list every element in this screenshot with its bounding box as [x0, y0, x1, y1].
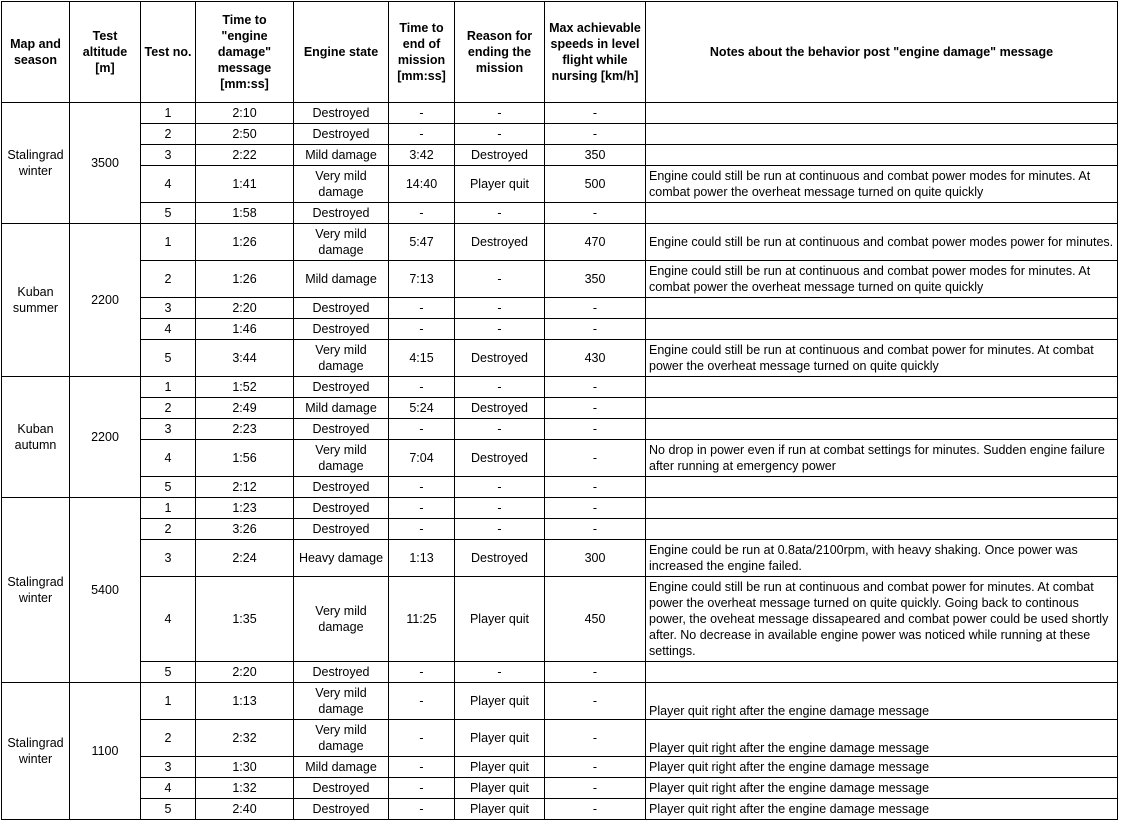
engine-state-cell: Mild damage: [294, 145, 389, 166]
header-engine-state: Engine state: [294, 2, 389, 103]
max-speed-cell: -: [545, 203, 646, 224]
time-damage-cell: 2:50: [196, 124, 294, 145]
max-speed-cell: -: [545, 398, 646, 419]
table-row: [2, 103, 1118, 124]
table-row: [2, 319, 1118, 340]
engine-state-cell: Heavy damage: [294, 540, 389, 577]
table-row: [2, 340, 1118, 377]
time-end-cell: -: [389, 203, 455, 224]
test-no-cell: 4: [141, 319, 196, 340]
max-speed-cell: 350: [545, 261, 646, 298]
test-no-cell: 3: [141, 757, 196, 778]
engine-state-cell: Very mild damage: [294, 577, 389, 662]
engine-state-cell: Mild damage: [294, 757, 389, 778]
notes-cell: Player quit right after the engine damage message: [646, 799, 1118, 820]
notes-cell: [646, 103, 1118, 124]
header-notes: Notes about the behavior post "engine damage" message: [646, 2, 1118, 103]
test-no-cell: 4: [141, 166, 196, 203]
max-speed-cell: -: [545, 124, 646, 145]
test-no-cell: 4: [141, 778, 196, 799]
max-speed-cell: -: [545, 778, 646, 799]
notes-cell: [646, 319, 1118, 340]
time-end-cell: -: [389, 519, 455, 540]
time-end-cell: -: [389, 683, 455, 720]
time-end-cell: -: [389, 319, 455, 340]
time-damage-cell: 2:23: [196, 419, 294, 440]
time-end-cell: -: [389, 720, 455, 757]
altitude-cell: 3500: [70, 103, 141, 224]
time-damage-cell: 2:10: [196, 103, 294, 124]
time-damage-cell: 1:32: [196, 778, 294, 799]
table-row: [2, 377, 1118, 398]
max-speed-cell: -: [545, 298, 646, 319]
header-reason: Reason for ending the mission: [455, 2, 545, 103]
engine-state-cell: Destroyed: [294, 778, 389, 799]
time-end-cell: -: [389, 662, 455, 683]
max-speed-cell: -: [545, 720, 646, 757]
test-no-cell: 2: [141, 124, 196, 145]
engine-state-cell: Destroyed: [294, 319, 389, 340]
header-max-speed: Max achievable speeds in level flight while nursing [km/h]: [545, 2, 646, 103]
test-no-cell: 3: [141, 540, 196, 577]
time-damage-cell: 1:41: [196, 166, 294, 203]
reason-cell: -: [455, 261, 545, 298]
engine-state-cell: Destroyed: [294, 662, 389, 683]
engine-state-cell: Destroyed: [294, 477, 389, 498]
table-row: [2, 577, 1118, 662]
notes-cell: [646, 398, 1118, 419]
max-speed-cell: 500: [545, 166, 646, 203]
table-row: [2, 799, 1118, 820]
time-end-cell: -: [389, 477, 455, 498]
table-row: [2, 757, 1118, 778]
reason-cell: Destroyed: [455, 340, 545, 377]
time-damage-cell: 1:46: [196, 319, 294, 340]
engine-state-cell: Destroyed: [294, 799, 389, 820]
header-test-no: Test no.: [141, 2, 196, 103]
max-speed-cell: -: [545, 757, 646, 778]
map-season-cell: Kuban autumn: [2, 377, 70, 498]
reason-cell: Player quit: [455, 683, 545, 720]
engine-state-cell: Very mild damage: [294, 166, 389, 203]
time-end-cell: 14:40: [389, 166, 455, 203]
time-end-cell: 1:13: [389, 540, 455, 577]
altitude-cell: 2200: [70, 224, 141, 377]
time-damage-cell: 2:49: [196, 398, 294, 419]
header-time-damage: Time to "engine damage" message [mm:ss]: [196, 2, 294, 103]
test-no-cell: 5: [141, 340, 196, 377]
time-end-cell: -: [389, 498, 455, 519]
engine-state-cell: Very mild damage: [294, 224, 389, 261]
table-row: [2, 124, 1118, 145]
reason-cell: Destroyed: [455, 440, 545, 477]
time-end-cell: 4:15: [389, 340, 455, 377]
notes-cell: Player quit right after the engine damage message: [646, 720, 1118, 757]
time-end-cell: -: [389, 377, 455, 398]
table-row: [2, 166, 1118, 203]
time-damage-cell: 2:22: [196, 145, 294, 166]
reason-cell: -: [455, 203, 545, 224]
notes-cell: Engine could still be run at continuous and combat power modes for minutes. At combat power the overheat message turned on quite quickly: [646, 261, 1118, 298]
time-damage-cell: 1:30: [196, 757, 294, 778]
test-no-cell: 4: [141, 440, 196, 477]
max-speed-cell: -: [545, 683, 646, 720]
header-time-end: Time to end of mission [mm:ss]: [389, 2, 455, 103]
test-no-cell: 1: [141, 683, 196, 720]
table-row: [2, 261, 1118, 298]
time-end-cell: -: [389, 799, 455, 820]
time-damage-cell: 1:23: [196, 498, 294, 519]
reason-cell: Destroyed: [455, 145, 545, 166]
max-speed-cell: 430: [545, 340, 646, 377]
time-end-cell: -: [389, 778, 455, 799]
reason-cell: Player quit: [455, 757, 545, 778]
table-row: [2, 519, 1118, 540]
table-row: [2, 440, 1118, 477]
notes-cell: Engine could still be run at continuous and combat power modes for minutes. At combat power the overheat message turned on quite quickly: [646, 166, 1118, 203]
table-row: [2, 419, 1118, 440]
time-end-cell: -: [389, 124, 455, 145]
reason-cell: Player quit: [455, 799, 545, 820]
engine-state-cell: Destroyed: [294, 519, 389, 540]
table-row: [2, 398, 1118, 419]
notes-cell: [646, 477, 1118, 498]
engine-state-cell: Mild damage: [294, 261, 389, 298]
test-no-cell: 3: [141, 419, 196, 440]
engine-state-cell: Destroyed: [294, 124, 389, 145]
table-row: [2, 298, 1118, 319]
time-end-cell: -: [389, 103, 455, 124]
notes-cell: Player quit right after the engine damage message: [646, 683, 1118, 720]
reason-cell: -: [455, 477, 545, 498]
engine-test-table: [1, 1, 1118, 820]
max-speed-cell: -: [545, 799, 646, 820]
time-damage-cell: 2:24: [196, 540, 294, 577]
max-speed-cell: -: [545, 319, 646, 340]
time-end-cell: 5:24: [389, 398, 455, 419]
time-damage-cell: 1:58: [196, 203, 294, 224]
notes-cell: Engine could still be run at continuous and combat power for minutes. At combat power the overheat message turned on quite quickly. Going back to continous power, the oveheat message dissapeared and combat power could be used shortly after. No decrease in available engine power was noticed while running at these settings.: [646, 577, 1118, 662]
engine-state-cell: Mild damage: [294, 398, 389, 419]
engine-state-cell: Destroyed: [294, 203, 389, 224]
engine-state-cell: Destroyed: [294, 498, 389, 519]
test-no-cell: 1: [141, 103, 196, 124]
header-altitude: Test altitude [m]: [70, 2, 141, 103]
test-no-cell: 2: [141, 398, 196, 419]
table-row: [2, 683, 1118, 720]
test-no-cell: 1: [141, 377, 196, 398]
reason-cell: Destroyed: [455, 224, 545, 261]
time-damage-cell: 2:20: [196, 298, 294, 319]
notes-cell: [646, 145, 1118, 166]
engine-state-cell: Destroyed: [294, 298, 389, 319]
notes-cell: [646, 377, 1118, 398]
reason-cell: Player quit: [455, 720, 545, 757]
time-damage-cell: 2:40: [196, 799, 294, 820]
reason-cell: -: [455, 662, 545, 683]
reason-cell: Player quit: [455, 577, 545, 662]
time-end-cell: 7:13: [389, 261, 455, 298]
test-no-cell: 3: [141, 145, 196, 166]
max-speed-cell: -: [545, 477, 646, 498]
header-row: [2, 2, 1118, 103]
time-damage-cell: 2:12: [196, 477, 294, 498]
max-speed-cell: -: [545, 419, 646, 440]
table-row: [2, 203, 1118, 224]
table-row: [2, 224, 1118, 261]
test-no-cell: 5: [141, 477, 196, 498]
map-season-cell: Kuban summer: [2, 224, 70, 377]
map-season-cell: Stalingrad winter: [2, 103, 70, 224]
test-no-cell: 2: [141, 519, 196, 540]
time-end-cell: -: [389, 419, 455, 440]
map-season-cell: Stalingrad winter: [2, 683, 70, 820]
max-speed-cell: 300: [545, 540, 646, 577]
table-body: [2, 103, 1118, 820]
max-speed-cell: -: [545, 377, 646, 398]
altitude-cell: 1100: [70, 683, 141, 820]
max-speed-cell: -: [545, 440, 646, 477]
max-speed-cell: 470: [545, 224, 646, 261]
reason-cell: -: [455, 124, 545, 145]
time-end-cell: 3:42: [389, 145, 455, 166]
time-damage-cell: 1:26: [196, 261, 294, 298]
altitude-cell: 5400: [70, 498, 141, 683]
notes-cell: Engine could still be run at continuous and combat power for minutes. At combat power the overheat message turned on quite quickly: [646, 340, 1118, 377]
reason-cell: Player quit: [455, 778, 545, 799]
time-damage-cell: 3:26: [196, 519, 294, 540]
notes-cell: [646, 203, 1118, 224]
notes-cell: [646, 419, 1118, 440]
reason-cell: Player quit: [455, 166, 545, 203]
table-row: [2, 778, 1118, 799]
max-speed-cell: -: [545, 103, 646, 124]
max-speed-cell: -: [545, 519, 646, 540]
notes-cell: Engine could be run at 0.8ata/2100rpm, with heavy shaking. Once power was increased the engine failed.: [646, 540, 1118, 577]
test-no-cell: 5: [141, 203, 196, 224]
table-row: [2, 662, 1118, 683]
time-end-cell: -: [389, 298, 455, 319]
time-damage-cell: 2:20: [196, 662, 294, 683]
map-season-cell: Stalingrad winter: [2, 498, 70, 683]
max-speed-cell: 450: [545, 577, 646, 662]
altitude-cell: 2200: [70, 377, 141, 498]
notes-cell: Player quit right after the engine damage message: [646, 778, 1118, 799]
reason-cell: -: [455, 498, 545, 519]
engine-state-cell: Destroyed: [294, 103, 389, 124]
table-row: [2, 540, 1118, 577]
time-damage-cell: 1:35: [196, 577, 294, 662]
reason-cell: -: [455, 419, 545, 440]
reason-cell: -: [455, 298, 545, 319]
engine-state-cell: Very mild damage: [294, 440, 389, 477]
table-row: [2, 498, 1118, 519]
time-end-cell: 11:25: [389, 577, 455, 662]
max-speed-cell: -: [545, 498, 646, 519]
engine-state-cell: Very mild damage: [294, 720, 389, 757]
reason-cell: Destroyed: [455, 540, 545, 577]
time-end-cell: -: [389, 757, 455, 778]
table-row: [2, 720, 1118, 757]
reason-cell: -: [455, 319, 545, 340]
notes-cell: Player quit right after the engine damage message: [646, 757, 1118, 778]
engine-state-cell: Destroyed: [294, 377, 389, 398]
notes-cell: [646, 124, 1118, 145]
notes-cell: No drop in power even if run at combat settings for minutes. Sudden engine failure after running at emergency power: [646, 440, 1118, 477]
table-row: [2, 145, 1118, 166]
test-no-cell: 1: [141, 224, 196, 261]
engine-state-cell: Destroyed: [294, 419, 389, 440]
notes-cell: [646, 662, 1118, 683]
time-damage-cell: 3:44: [196, 340, 294, 377]
notes-cell: [646, 298, 1118, 319]
test-no-cell: 1: [141, 498, 196, 519]
engine-state-cell: Very mild damage: [294, 340, 389, 377]
time-damage-cell: 1:56: [196, 440, 294, 477]
reason-cell: -: [455, 377, 545, 398]
time-damage-cell: 1:13: [196, 683, 294, 720]
header-map: Map and season: [2, 2, 70, 103]
time-end-cell: 5:47: [389, 224, 455, 261]
reason-cell: Destroyed: [455, 398, 545, 419]
test-no-cell: 5: [141, 662, 196, 683]
time-damage-cell: 1:52: [196, 377, 294, 398]
notes-cell: [646, 498, 1118, 519]
notes-cell: [646, 519, 1118, 540]
notes-cell: Engine could still be run at continuous and combat power modes power for minutes.: [646, 224, 1118, 261]
time-end-cell: 7:04: [389, 440, 455, 477]
reason-cell: -: [455, 103, 545, 124]
reason-cell: -: [455, 519, 545, 540]
time-damage-cell: 1:26: [196, 224, 294, 261]
time-damage-cell: 2:32: [196, 720, 294, 757]
test-no-cell: 4: [141, 577, 196, 662]
test-no-cell: 3: [141, 298, 196, 319]
test-no-cell: 2: [141, 261, 196, 298]
test-no-cell: 2: [141, 720, 196, 757]
test-no-cell: 5: [141, 799, 196, 820]
max-speed-cell: 350: [545, 145, 646, 166]
engine-state-cell: Very mild damage: [294, 683, 389, 720]
table-row: [2, 477, 1118, 498]
max-speed-cell: -: [545, 662, 646, 683]
